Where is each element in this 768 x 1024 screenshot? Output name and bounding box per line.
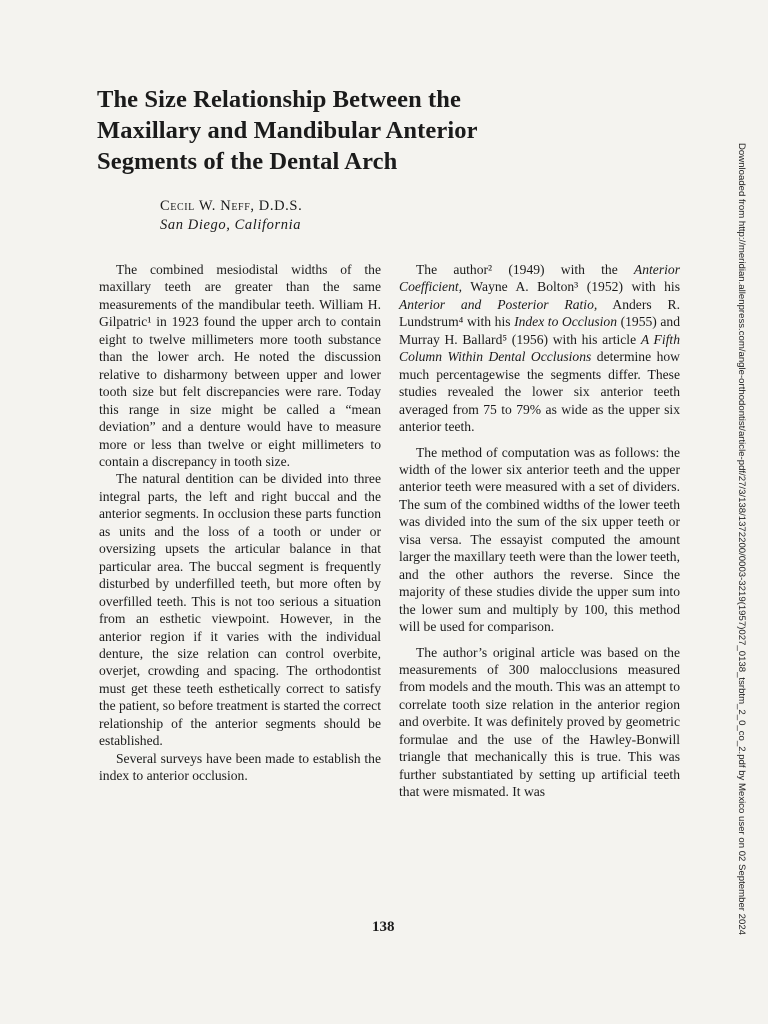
citation-title: Anterior and Posterior Ratio, (399, 296, 598, 312)
page-number: 138 (372, 919, 395, 935)
body-paragraph: The author’s original article was based on the measurements of 300 malocclusions measured from models and the mouth. This was an attempt to correlate tooth size relation in the anterior region and overbite. It was definitely proved by geometric formulae and the use of the Hawley-Bonwill triangle that mechanically this is true. This was further substantiated by setting up artificial teeth that were mismated. It was (399, 644, 680, 800)
text-run: Wayne A. Bolton³ (1952) with his (462, 279, 680, 295)
author-degree: , D.D.S. (250, 198, 303, 214)
body-paragraph: The combined mesiodistal widths of the maxillary teeth are greater than the same measurements of the mandibular teeth. William H. Gilpatric¹ in 1923 found the upper arch to contain eight to twelve millimeters more tooth substance than the lower arch. He noted the discussion relative to disharmony between upper and lower tooth size but felt discrepancies were rare. Today this range in size might be called a “mean deviation” and a denture would have to measure more or less than twelve or eight millimeters to contain a discrepancy in tooth size. (99, 262, 381, 469)
body-paragraph: The method of computation was as follows: the width of the lower six anterior teeth and the upper anterior teeth were measured with a set of dividers. The sum of the combined widths of the lower teeth was divided into the sum of the six upper teeth or visa versa. The essayist computed the amount larger the maxillary teeth were than the lower teeth, and the other authors the reverse. Since the majority of these studies divide the upper sum into the lower sum and multiply by 100, this method will be used for comparison. (399, 444, 680, 635)
right-column (399, 261, 680, 801)
download-notice-sidebar (734, 143, 748, 935)
body-paragraph-citations (399, 261, 680, 436)
author-byline (160, 198, 302, 215)
title-line: The Size Relationship Between the (97, 86, 461, 113)
citation-title: Index to Occlusion (514, 314, 618, 330)
text-run: (1955) and Murray H. Ballard⁵ (1956) with his article (399, 314, 680, 347)
body-paragraph: Several surveys have been made to establish the index to anterior occlusion. (99, 750, 381, 784)
citation-title: A Fifth Column Within Dental Occlusions (399, 331, 680, 365)
download-notice: Downloaded from http://meridian.allenpress.com/angle-orthodontist/article-pdf/27/3/138/1372200/0003-3219(1957)027_0138_tsrbtm_2_0_co_2.pdf by Mexico user on 02 September 2024 (736, 143, 747, 935)
text-run: determine how much percentagewise the segments differ. These studies revealed the lower six anterior teeth averaged from 75 to 79% as wide as the upper six anterior teeth. (399, 349, 680, 435)
citation-title: Anterior Coefficient, (399, 262, 680, 295)
author-name: Cecil W. Neff (160, 198, 251, 214)
body-paragraph: The natural dentition can be divided into three integral parts, the left and right buccal and the anterior segments. In occlusion these parts function as units and the loss of a tooth or under or oversizing upsets the articular balance in that particular area. The buccal segment is frequently disturbed by underfilled teeth, but more often by overfilled teeth. This is not too serious a situation from an esthetic viewpoint. However, in the anterior region if it varies with the individual denture, the size relation can control overbite, overjet, crowding and spacing. The orthodontist must get these teeth esthetically correct to satisfy the patient, so before treatment is started the correct relationship of the anterior segments should be established. (99, 471, 381, 749)
title-line: Segments of the Dental Arch (97, 148, 398, 175)
text-run: Anders R. Lundstrum⁴ with his (399, 296, 680, 330)
text-run: The author² (1949) with the (416, 262, 634, 277)
author-location: San Diego, California (160, 217, 302, 233)
title-line: Maxillary and Mandibular Anterior (97, 117, 478, 144)
article-title (97, 84, 567, 177)
left-column (99, 261, 381, 785)
